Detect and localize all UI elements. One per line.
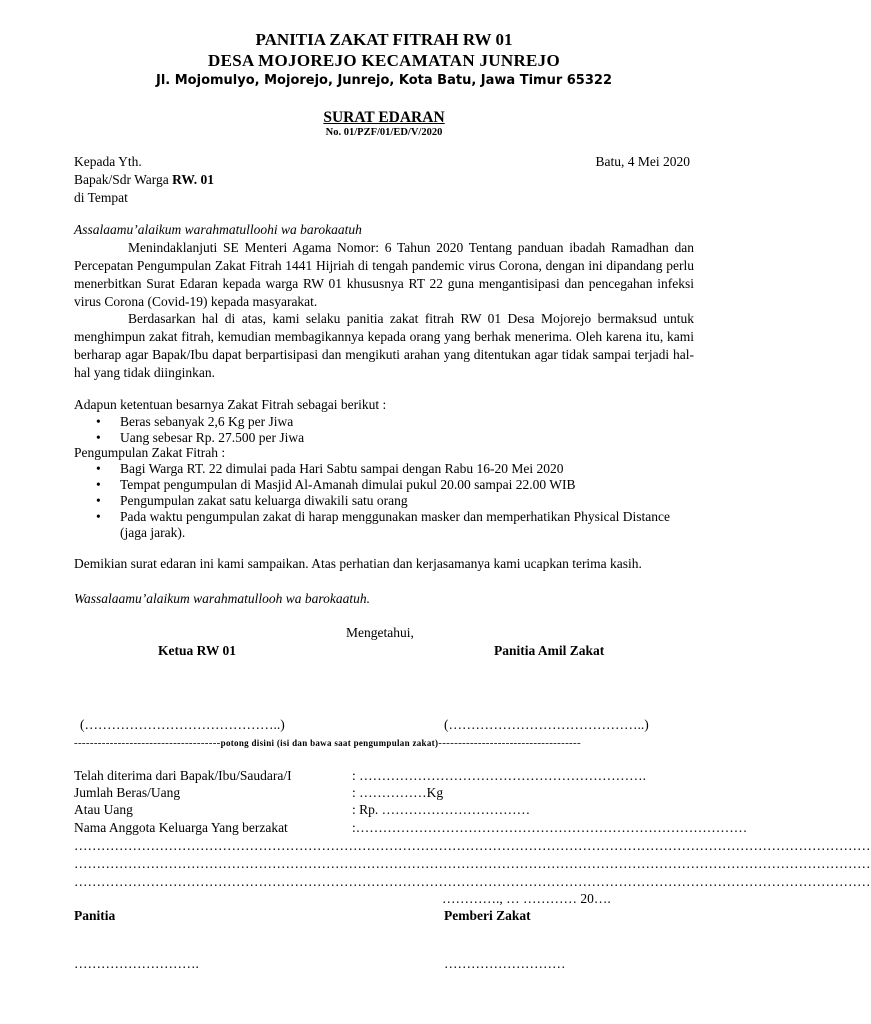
provisions-list [74,414,694,446]
receipt-value-members: :…………………………………………………………………………… [352,820,748,835]
list-item: • Bagi Warga RT. 22 dimulai pada Hari Sabtu sampai dengan Rabu 16-20 Mei 2020 [96,461,564,476]
greeting: Assalaamu’alaikum warahmatulloohi wa barokaatuh [74,222,362,237]
list-item: • Uang sebesar Rp. 27.500 per Jiwa [96,430,305,445]
list-item: • Beras sebanyak 2,6 Kg per Jiwa [96,414,294,429]
receipt-sign-right-blank: ……………………… [444,956,566,971]
cut-line: -------------------------------------potong disini (isi dan bawa saat pengumpulan zakat)------------------------------------ [74,737,581,749]
dotted-line: …………………………………………………………………………………………………………………………………………………………… [74,838,871,853]
acknowledged-label: Mengetahui, [346,625,414,640]
receipt-label-amount: Jumlah Beras/Uang [74,785,181,800]
place-date: Batu, 4 Mei 2020 [595,154,690,169]
paragraph-2: Berdasarkan hal di atas, kami selaku panitia zakat fitrah RW 01 Desa Mojorejo bermaksud untuk menghimpun zakat fitrah, kemudian membagikannya kepada orang yang berhak menerima. Oleh karena itu, kami berharap agar Bapak/Ibu dapat berpartisipasi dan mengikuti arahan yang ditentukan agar tidak sampai terjadi hal-hal yang tidak diinginkan. [74,311,694,380]
receipt-label-members: Nama Anggota Keluarga Yang berzakat [74,820,288,835]
farewell: Wassalaamu’alaikum warahmatullooh wa barokaatuh. [74,591,371,606]
header-line2: DESA MOJOREJO KECAMATAN JUNREJO [208,51,560,70]
list-item: • Pada waktu pengumpulan zakat di harap menggunakan masker dan memperhatikan Physical Distance (jaga jarak). [96,509,670,540]
header-line1: PANITIA ZAKAT FITRAH RW 01 [255,30,513,49]
header-address: Jl. Mojomulyo, Mojorejo, Junrejo, Kota Batu, Jawa Timur 65322 [155,73,612,88]
signature-left-title: Ketua RW 01 [158,643,237,658]
list-item: • Pengumpulan zakat satu keluarga diwakili satu orang [96,493,408,508]
receipt-value-money: : Rp. …………………………… [352,802,531,817]
addressee-line1: Kepada Yth. [74,154,142,169]
receipt-value-amount: : ……………Kg [352,785,444,800]
signature-left-blank: (……………………………………..) [80,717,285,732]
receipt-date-line: …………., … ………… 20…. [442,891,611,906]
signature-right-blank: (……………………………………..) [444,717,649,732]
letter-title: SURAT EDARAN [323,109,445,126]
closing-paragraph: Demikian surat edaran ini kami sampaikan. Atas perhatian dan kerjasamanya kami ucapkan terima kasih. [74,556,642,571]
collection-list [74,461,694,541]
receipt-label-from: Telah diterima dari Bapak/Ibu/Saudara/I [74,768,292,783]
addressee-line2: Bapak/Sdr Warga RW. 01 [74,172,214,187]
receipt-value-from: : ………………………………………………………. [352,768,647,783]
provisions-intro: Adapun ketentuan besarnya Zakat Fitrah sebagai berikut : [74,397,387,412]
dotted-line: …………………………………………………………………………………………………………………………………………………………… [74,856,871,871]
paragraph-1: Menindaklanjuti SE Menteri Agama Nomor: 6 Tahun 2020 Tentang panduan ibadah Ramadhan dan Percepatan Pengumpulan Zakat Fitrah 1441 Hijriah di tengah pandemic virus Corona, dengan ini dipandang perlu menerbitkan Surat Edaran kepada warga RW 01 khususnya RT 22 guna mengantisipasi dan pencegahan infeksi virus Corona (Covid-19) kepada masyarakat. [74,240,694,309]
receipt-label-money: Atau Uang [74,802,133,817]
receipt-sign-right: Pemberi Zakat [444,908,531,923]
addressee-line3: di Tempat [74,190,128,205]
list-item: • Tempat pengumpulan di Masjid Al-Amanah dimulai pukul 20.00 sampai 22.00 WIB [96,477,576,492]
dotted-line: …………………………………………………………………………………………………………………………………………………………… [74,874,871,889]
collection-intro: Pengumpulan Zakat Fitrah : [74,445,226,460]
signature-right-title: Panitia Amil Zakat [494,643,605,658]
receipt-sign-left-blank: ………………………. [74,956,199,971]
letter-number: No. 01/PZF/01/ED/V/2020 [325,127,443,138]
receipt-sign-left: Panitia [74,908,116,923]
